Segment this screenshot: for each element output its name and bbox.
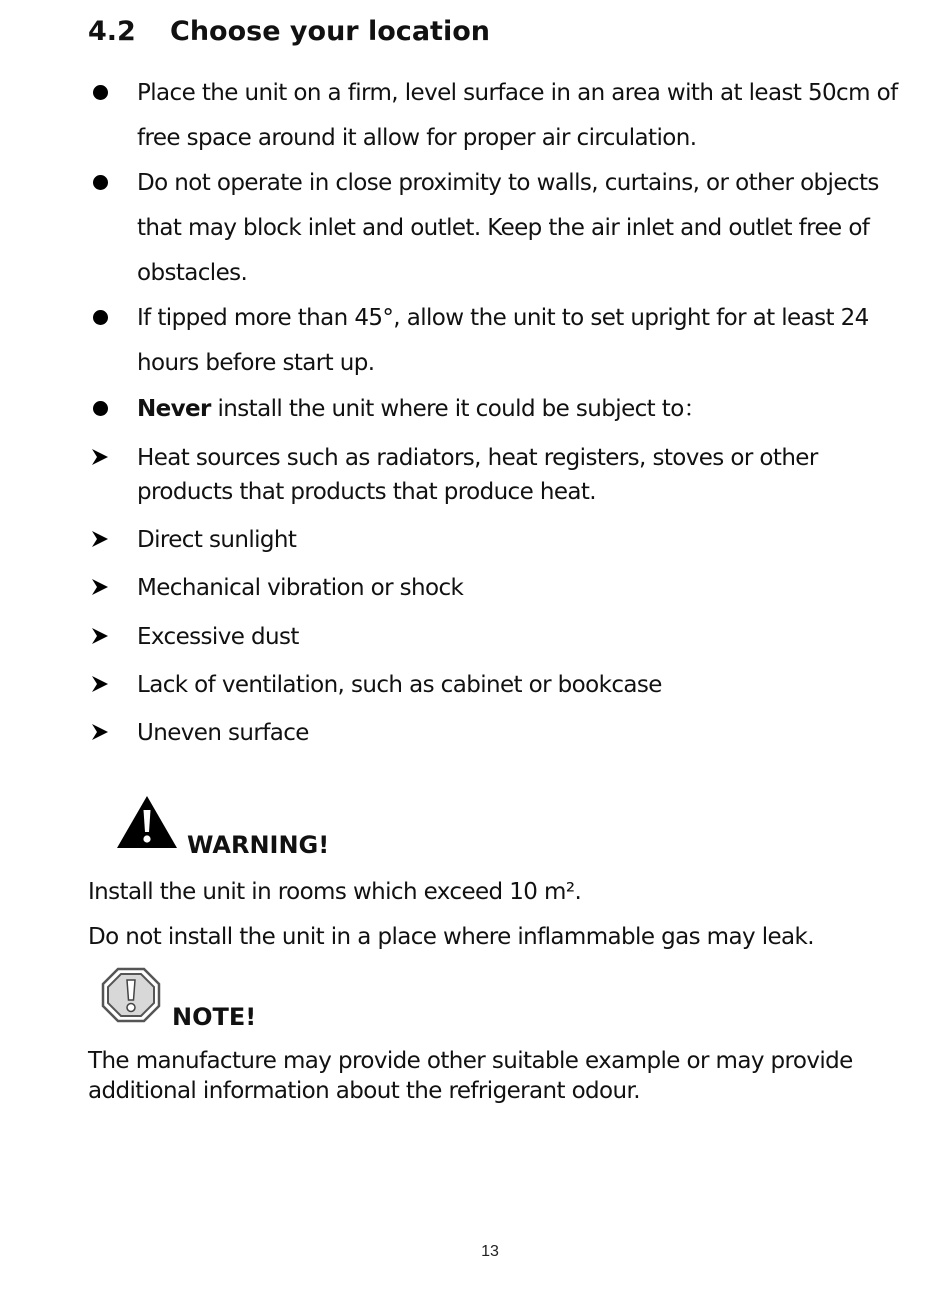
bullet-text: Do not operate in close proximity to walls, curtains, or other objects that may block inlet and outlet. Keep the air inlet and outlet free of obstacles. <box>137 170 879 286</box>
page-number: 13 <box>481 1243 499 1260</box>
arrowhead-bullet-icon <box>91 622 109 656</box>
sub-bullet-item <box>88 523 918 557</box>
sub-bullet-text: Mechanical vibration or shock <box>137 575 464 601</box>
warning-line: Install the unit in rooms which exceed 10 m². <box>88 879 582 905</box>
arrowhead-bullet-icon <box>91 525 109 559</box>
round-bullet-icon <box>93 401 108 416</box>
sub-bullet-text: Excessive dust <box>137 624 299 650</box>
arrowhead-bullet-icon <box>91 670 109 704</box>
sub-bullet-text: Uneven surface <box>137 720 309 746</box>
warning-line: Do not install the unit in a place where inflammable gas may leak. <box>88 924 814 950</box>
round-bullet-icon <box>93 310 108 325</box>
section-number: 4.2 <box>88 16 136 47</box>
sub-bullet-item <box>88 441 918 509</box>
sub-bullet-item <box>88 716 918 750</box>
section-heading <box>88 16 490 47</box>
sub-bullet-text: Lack of ventilation, such as cabinet or bookcase <box>137 672 662 698</box>
bullet-text: If tipped more than 45°, allow the unit to set upright for at least 24 hours before start up. <box>137 305 869 376</box>
warning-label: WARNING! <box>187 831 330 859</box>
arrowhead-bullet-icon <box>91 718 109 752</box>
bullet-item <box>88 161 918 296</box>
bullet-item <box>88 71 918 161</box>
emphasis-never: Never <box>137 396 211 422</box>
bullet-item <box>88 387 918 432</box>
arrowhead-bullet-icon <box>91 573 109 607</box>
bullet-text: Place the unit on a firm, level surface in an area with at least 50cm of free space around it allow for proper air circulation. <box>137 80 898 151</box>
sub-bullet-text: Direct sunlight <box>137 527 297 553</box>
sub-bullet-item <box>88 668 918 702</box>
note-text: The manufacture may provide other suitable example or may provide additional information about the refrigerant odour. <box>88 1048 853 1104</box>
note-exclamation-icon <box>100 966 162 1024</box>
sub-bullet-text: Heat sources such as radiators, heat registers, stoves or other products that products that produce heat. <box>137 445 818 505</box>
sub-bullet-item <box>88 620 918 654</box>
round-bullet-icon <box>93 175 108 190</box>
bullet-item <box>88 296 918 386</box>
note-label: NOTE! <box>172 1003 257 1031</box>
sub-bullet-item <box>88 571 918 605</box>
section-title: Choose your location <box>170 16 490 47</box>
arrowhead-bullet-icon <box>91 443 109 477</box>
warning-triangle-icon <box>115 794 179 850</box>
round-bullet-icon <box>93 85 108 100</box>
bullet-text: install the unit where it could be subject to： <box>210 396 707 422</box>
